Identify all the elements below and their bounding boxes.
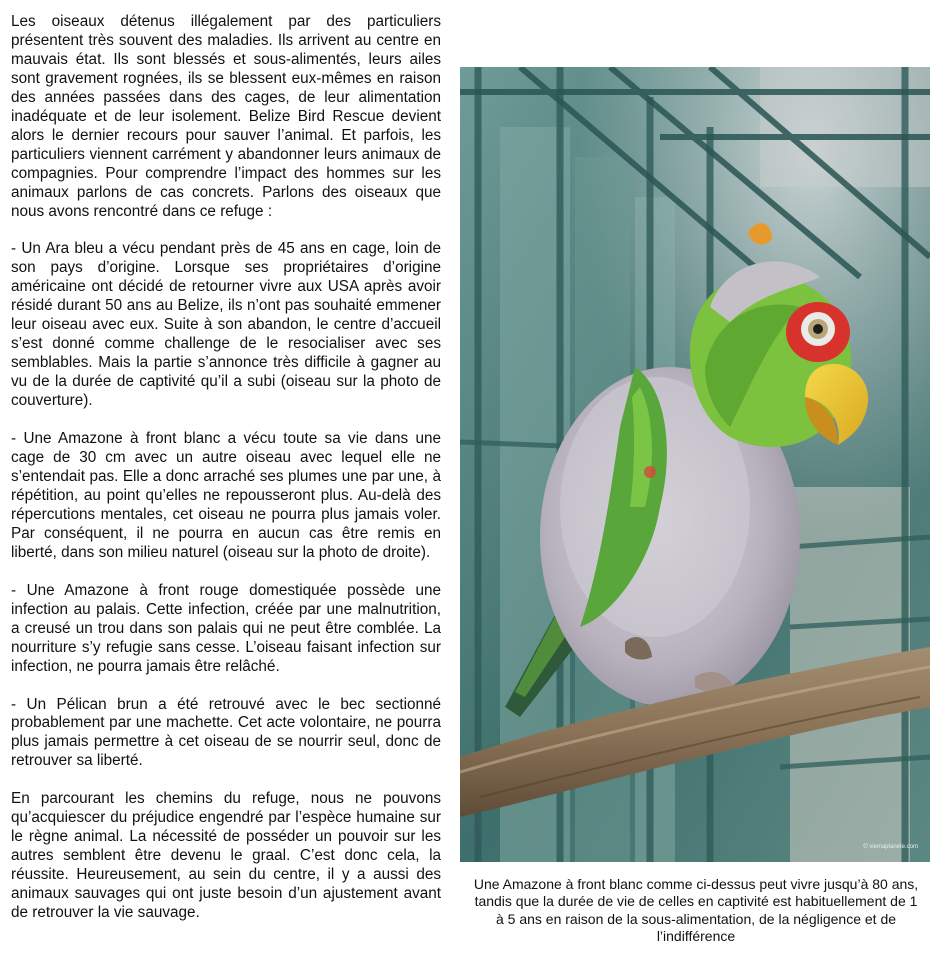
photo-caption: Une Amazone à front blanc comme ci-dessus peut vivre jusqu’à 80 ans, tandis que la durée de vie de celles en captivité est habituellement de 1 à 5 ans en raison de la sous-alimentation, de la négligence et de l’indifférence	[473, 876, 919, 945]
photo-credit: © viemaplanete.com	[863, 844, 918, 850]
paragraph-intro: Les oiseaux détenus illégalement par des particuliers présentent très souvent des maladies. Ils arrivent au centre en mauvais état. Ils sont blessés et sous-alimentés, leurs ailes sont gravement rognées, ils se blessent eux-mêmes en raison des années passées dans des cages, de leur alimentation inadéquate et de leur isolement. Belize Bird Rescue devient alors le dernier recours pour sauver l’animal. Et parfois, les particuliers viennent carrément y abandonner leurs animaux de compagnies. Pour comprendre l’impact des hommes sur les animaux parlons de cas concrets. Parlons des oiseaux que nous avons rencontré dans ce refuge :	[11, 13, 441, 220]
parrot-illustration	[460, 67, 930, 862]
parrot-photo	[460, 67, 930, 862]
paragraph-conclusion: En parcourant les chemins du refuge, nous ne pouvons qu’acquiescer du préjudice engendré par l’espèce humaine sur le règne animal. La nécessité de posséder un pouvoir sur les autres semblent être devenu le graal. C’est donc cela, la réussite. Heureusement, au sein du centre, il y a aussi des animaux sauvages qui ont juste besoin d’un ajustement avant de retrouver la vie sauvage.	[11, 790, 441, 922]
article-body	[11, 13, 441, 942]
paragraph-pelican-brun: - Un Pélican brun a été retrouvé avec le bec sectionné probablement par une machette. Cet acte volontaire, ne pourra plus jamais permettre à cet oiseau de se nourrir seul, donc de retrouver sa liberté.	[11, 695, 441, 770]
paragraph-ara-bleu: - Un Ara bleu a vécu pendant près de 45 ans en cage, loin de son pays d’origine. Lorsque ses propriétaires d’origine américaine ont décidé de retourner vivre aux USA après avoir résidé durant 50 ans au Belize, ils n’ont pas souhaité emmener leur oiseau avec eux. Suite à son abandon, le centre d’accueil s’est donné comme challenge de le resocialiser avec ses semblables. Mais la partie s’annonce très difficile à gagner au vu de la durée de captivité qu’il a subi (oiseau sur la photo de couverture).	[11, 240, 441, 410]
paragraph-amazone-front-rouge: - Une Amazone à front rouge domestiquée possède une infection au palais. Cette infection, créée par une malnutrition, a creusé un trou dans son palais qui ne peut être comblée. La nourriture s’y refugie sans cesse. L’oiseau faisant infection sur infection, ne pourra jamais être relâché.	[11, 581, 441, 675]
paragraph-amazone-front-blanc: - Une Amazone à front blanc a vécu toute sa vie dans une cage de 30 cm avec un autre oiseau avec lequel elle ne s’entendait pas. Elle a donc arraché ses plumes une par une, à répétition, au point qu’elles ne repousseront plus. Au-delà des répercutions mentales, cet oiseau ne pourra plus jamais voler. Par conséquent, il ne pourra en aucun cas être remis en liberté, dans son milieu naturel (oiseau sur la photo de droite).	[11, 430, 441, 561]
